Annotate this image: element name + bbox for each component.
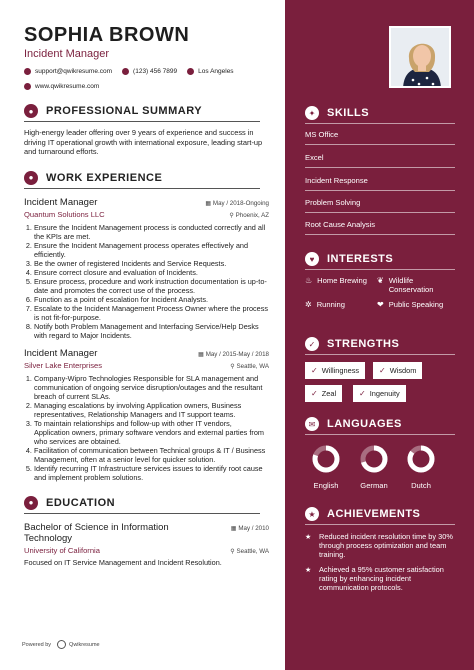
strengths-heading (305, 337, 399, 351)
summary-title: PROFESSIONAL SUMMARY (46, 105, 203, 117)
language-ring (311, 444, 341, 474)
interests-title: INTERESTS (327, 253, 394, 265)
job-location (230, 363, 269, 370)
job-entry (24, 197, 269, 340)
strength-tag (305, 362, 365, 379)
thumbs-up-icon: ✓ (359, 389, 366, 398)
list-item: 5. Ensure process, procedure and work instruction documentation is up-to-date and promotes the correct use of the process. (34, 277, 269, 295)
pin-icon: ⚲ (230, 547, 237, 555)
list-item: 3. Be the owner of registered Incidents and Service Requests. (34, 259, 269, 268)
job-title: Incident Manager (24, 196, 98, 208)
achievements-heading (305, 507, 420, 521)
email-icon (24, 68, 31, 75)
thumbs-up-icon: ✓ (305, 337, 319, 351)
interest-label: Wildlife Conservation (388, 276, 434, 294)
divider (24, 121, 260, 122)
skill-bar (305, 144, 455, 145)
contact-row (24, 68, 269, 75)
language-ring (359, 444, 389, 474)
languages-heading (305, 417, 402, 431)
powered-by-label: Powered by (22, 641, 52, 648)
job-bullets (24, 223, 269, 340)
languages-title: LANGUAGES (327, 418, 402, 430)
job-location-text: Phoenix, AZ (235, 211, 269, 219)
trophy-icon: ★ (305, 507, 319, 521)
globe-icon (24, 83, 31, 90)
language-label: German (360, 481, 388, 490)
education-location (230, 548, 269, 555)
divider (305, 123, 455, 124)
list-item: 4. Facilitation of communication between Technical groups & IT / Business Management, often at a senior level for quicker solution. (34, 446, 269, 464)
education-entry (24, 522, 269, 567)
education-description: Focused on IT Service Management and Incident Resolution. (24, 557, 222, 567)
list-item: 1. Company-Wipro Technologies Responsible for SLA management and communication of ongoing service disruption/outages and the resultant breach of current SLAs. (34, 374, 269, 401)
achievement-text: Achieved a 95% customer satisfaction rating by enhancing incident communication protocols. (319, 565, 444, 592)
location-text: Los Angeles (198, 68, 234, 75)
job-bullets (24, 374, 269, 482)
company-name: Quantum Solutions LLC (24, 209, 105, 219)
achievement-item (305, 532, 457, 559)
skill-bar (305, 167, 455, 168)
language-item (301, 444, 351, 490)
language-ring (406, 444, 436, 474)
experience-heading (24, 171, 269, 185)
website-row (24, 83, 269, 90)
pin-icon: ⚲ (229, 211, 236, 219)
job-title: Incident Manager (24, 347, 98, 359)
skill-bar (305, 212, 455, 213)
interest-item (377, 276, 447, 294)
list-item: 8. Notify both Problem Management and Interfacing Service/Help Desks with regard to Major Incidents. (34, 322, 269, 340)
interest-label: Home Brewing (317, 276, 367, 285)
achievement-text: Reduced incident resolution time by 30% through process optimization and team training. (319, 532, 453, 559)
thumbs-up-icon: ✓ (379, 366, 386, 375)
location-icon (187, 68, 194, 75)
summary-text: High-energy leader offering over 9 years of experience and success in driving IT operational growth with international exposure, leading start-up and turnaround efforts. (24, 128, 263, 157)
list-item: 3. To maintain relationships and follow-up with other IT vendors, Application owners, primary software vendors and external parties from who services are obtained. (34, 419, 269, 446)
language-item (349, 444, 399, 490)
candidate-role: Incident Manager (24, 48, 109, 60)
job-date (205, 200, 269, 207)
skills-title: SKILLS (327, 107, 370, 119)
experience-title: WORK EXPERIENCE (46, 171, 163, 184)
strength-tag (305, 385, 342, 402)
skill-item: Root Cause Analysis (305, 220, 376, 229)
beer-icon: ♨ (305, 276, 313, 285)
skill-item: Problem Solving (305, 198, 361, 207)
powered-by-brand[interactable]: Qwikresume (69, 641, 100, 648)
candidate-name: SOPHIA BROWN (24, 24, 190, 46)
achievement-item (305, 565, 457, 592)
calendar-icon: ▦ (205, 199, 213, 207)
job-location-text: Seattle, WA (236, 362, 269, 370)
leaf-icon: ❦ (377, 276, 384, 285)
strength-tag (373, 362, 422, 379)
list-item: 5. Identify recurring IT Infrastructure services issues to identify root cause and implement problem solutions. (34, 464, 269, 482)
divider (24, 188, 260, 189)
interest-label: Public Speaking (388, 300, 444, 309)
education-date-text: May / 2010 (238, 524, 269, 532)
avatar (391, 28, 451, 88)
strength-tag (353, 385, 406, 402)
interest-label: Running (316, 300, 345, 309)
powered-by (22, 640, 100, 649)
divider (305, 269, 455, 270)
calendar-icon: ▦ (230, 524, 239, 532)
strength-label: Zeal (321, 389, 337, 398)
list-item: 2. Ensure the Incident Management process operates effectively and efficiently. (34, 241, 269, 259)
skill-bar (305, 234, 455, 235)
skill-bar (305, 190, 455, 191)
divider (305, 524, 455, 525)
education-date (231, 525, 269, 532)
list-item: 7. Escalate to the Incident Management Process Owner where the process is not fit-for-purpose. (34, 304, 269, 322)
heart-icon: ❤ (377, 300, 384, 309)
phone-icon (122, 68, 129, 75)
language-label: English (313, 481, 339, 490)
interest-item (305, 300, 345, 309)
heart-icon: ♥ (305, 252, 319, 266)
job-location (229, 212, 269, 219)
trophy-icon: ★ (305, 534, 312, 541)
list-item: 2. Managing escalations by involving Application owners, Business representatives, Relationship Managers and IT support teams. (34, 401, 269, 419)
divider (305, 354, 455, 355)
profile-photo (389, 26, 451, 88)
achievements-title: ACHIEVEMENTS (327, 508, 421, 520)
thumbs-up-icon: ✓ (311, 366, 318, 375)
email-text[interactable]: support@qwikresume.com (35, 68, 113, 75)
paw-icon: ✲ (305, 300, 312, 309)
briefcase-icon: ● (24, 104, 38, 118)
education-heading (24, 496, 269, 510)
language-item (396, 444, 446, 490)
trophy-icon: ★ (305, 567, 312, 574)
job-entry (24, 348, 269, 482)
degree-title: Bachelor of Science in Information Technology (24, 521, 169, 544)
strength-label: Willingness (321, 366, 360, 375)
briefcase-icon: ● (24, 171, 38, 185)
education-location-text: Seattle, WA (236, 547, 269, 555)
divider (305, 434, 455, 435)
list-item: 1. Ensure the Incident Management process is conducted correctly and all the KPIs are met. (34, 223, 269, 241)
interests-heading (305, 252, 393, 266)
phone-text: (123) 456 7899 (133, 68, 178, 75)
graduation-cap-icon: ● (24, 496, 38, 510)
skills-heading (305, 106, 369, 120)
job-date (198, 351, 269, 358)
list-item: 6. Function as a point of escalation for Incident Analysts. (34, 295, 269, 304)
strengths-title: STRENGTHS (327, 338, 400, 350)
thumbs-up-icon: ✓ (311, 389, 318, 398)
interest-item (305, 276, 367, 285)
job-date-text: May / 2015-May / 2018 (205, 350, 269, 358)
interest-item (377, 300, 447, 309)
pin-icon: ⚲ (230, 362, 237, 370)
calendar-icon: ▦ (198, 350, 206, 358)
company-name: Silver Lake Enterprises (24, 360, 103, 370)
job-date-text: May / 2018-Ongoing (212, 199, 269, 207)
education-title: EDUCATION (46, 496, 116, 509)
lightbulb-icon: ✦ (305, 106, 319, 120)
language-label: Dutch (411, 481, 431, 490)
skill-item: MS Office (305, 130, 339, 139)
skill-item: Incident Response (305, 176, 368, 185)
strength-label: Ingenuity (369, 389, 400, 398)
speech-bubble-icon: ✉ (305, 417, 319, 431)
school-name: University of California (24, 545, 100, 555)
skill-item: Excel (305, 153, 324, 162)
qwikresume-logo-icon (57, 640, 66, 649)
list-item: 4. Ensure correct closure and evaluation of Incidents. (34, 268, 269, 277)
strength-label: Wisdom (389, 366, 417, 375)
divider (24, 513, 260, 514)
summary-heading (24, 104, 269, 118)
website-text[interactable]: www.qwikresume.com (35, 83, 100, 90)
sidebar (285, 0, 474, 670)
